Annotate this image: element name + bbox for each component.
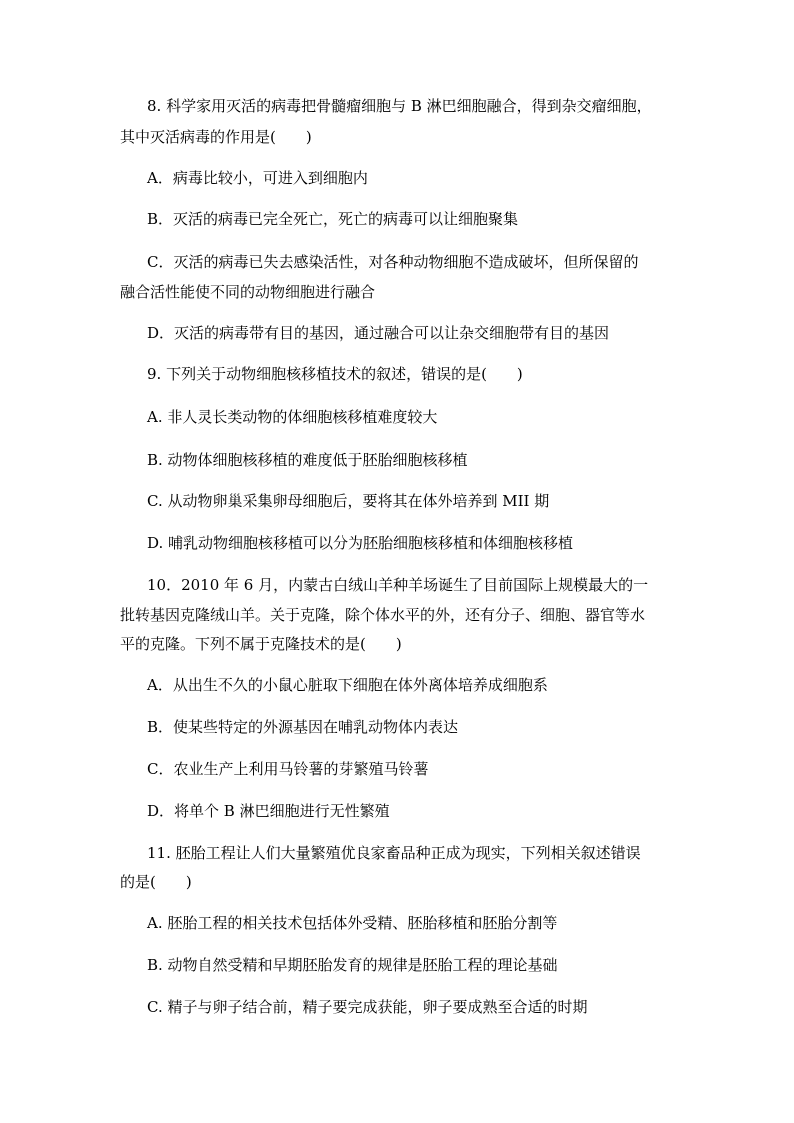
question-8-option-c-cont: 融合活性能使不同的动物细胞进行融合 [120,283,376,301]
question-11-option-c: C. 精子与卵子结合前，精子要完成获能，卵子要成熟至合适的时期 [147,998,588,1016]
question-10-option-c: C．农业生产上利用马铃薯的芽繁殖马铃薯 [147,760,429,778]
question-11-option-a: A. 胚胎工程的相关技术包括体外受精、胚胎移植和胚胎分割等 [147,914,558,932]
question-8-option-c: C．灭活的病毒已失去感染活性，对各种动物细胞不造成破坏，但所保留的 [147,253,639,271]
question-8-stem-line-2: 其中灭活病毒的作用是( ) [120,128,312,146]
question-10-stem-line-1: 10．2010 年 6 月，内蒙古白绒山羊种羊场诞生了目前国际上规模最大的一 [147,576,649,594]
question-9-stem: 9. 下列关于动物细胞核移植技术的叙述，错误的是( ) [147,365,523,383]
question-11-stem-line-1: 11. 胚胎工程让人们大量繁殖优良家畜品种正成为现实，下列相关叙述错误 [147,844,641,862]
question-9-option-b: B. 动物体细胞核移植的难度低于胚胎细胞核移植 [147,451,468,469]
question-8-option-d: D．灭活的病毒带有目的基因，通过融合可以让杂交细胞带有目的基因 [147,324,610,342]
question-9-option-a: A. 非人灵长类动物的体细胞核移植难度较大 [147,408,438,426]
question-8-option-b: B．灭活的病毒已完全死亡，死亡的病毒可以让细胞聚集 [147,210,519,228]
question-10-stem-line-3: 平的克隆。下列不属于克隆技术的是( ) [120,635,402,653]
question-9-option-d: D. 哺乳动物细胞核移植可以分为胚胎细胞核移植和体细胞核移植 [147,534,574,552]
question-11-option-b: B. 动物自然受精和早期胚胎发育的规律是胚胎工程的理论基础 [147,956,558,974]
question-10-stem-line-2: 批转基因克隆绒山羊。关于克隆，除个体水平的外，还有分子、细胞、器官等水 [120,606,646,624]
question-10-option-a: A．从出生不久的小鼠心脏取下细胞在体外离体培养成细胞系 [147,676,548,694]
question-10-option-b: B．使某些特定的外源基因在哺乳动物体内表达 [147,718,459,736]
question-8-option-a: A．病毒比较小，可进入到细胞内 [147,169,368,187]
question-11-stem-line-2: 的是( ) [120,873,192,891]
question-8-stem-line-1: 8. 科学家用灭活的病毒把骨髓瘤细胞与 B 淋巴细胞融合，得到杂交瘤细胞， [147,97,652,115]
question-10-option-d: D．将单个 B 淋巴细胞进行无性繁殖 [147,802,390,820]
question-9-option-c: C. 从动物卵巢采集卵母细胞后，要将其在体外培养到 MII 期 [147,492,550,510]
